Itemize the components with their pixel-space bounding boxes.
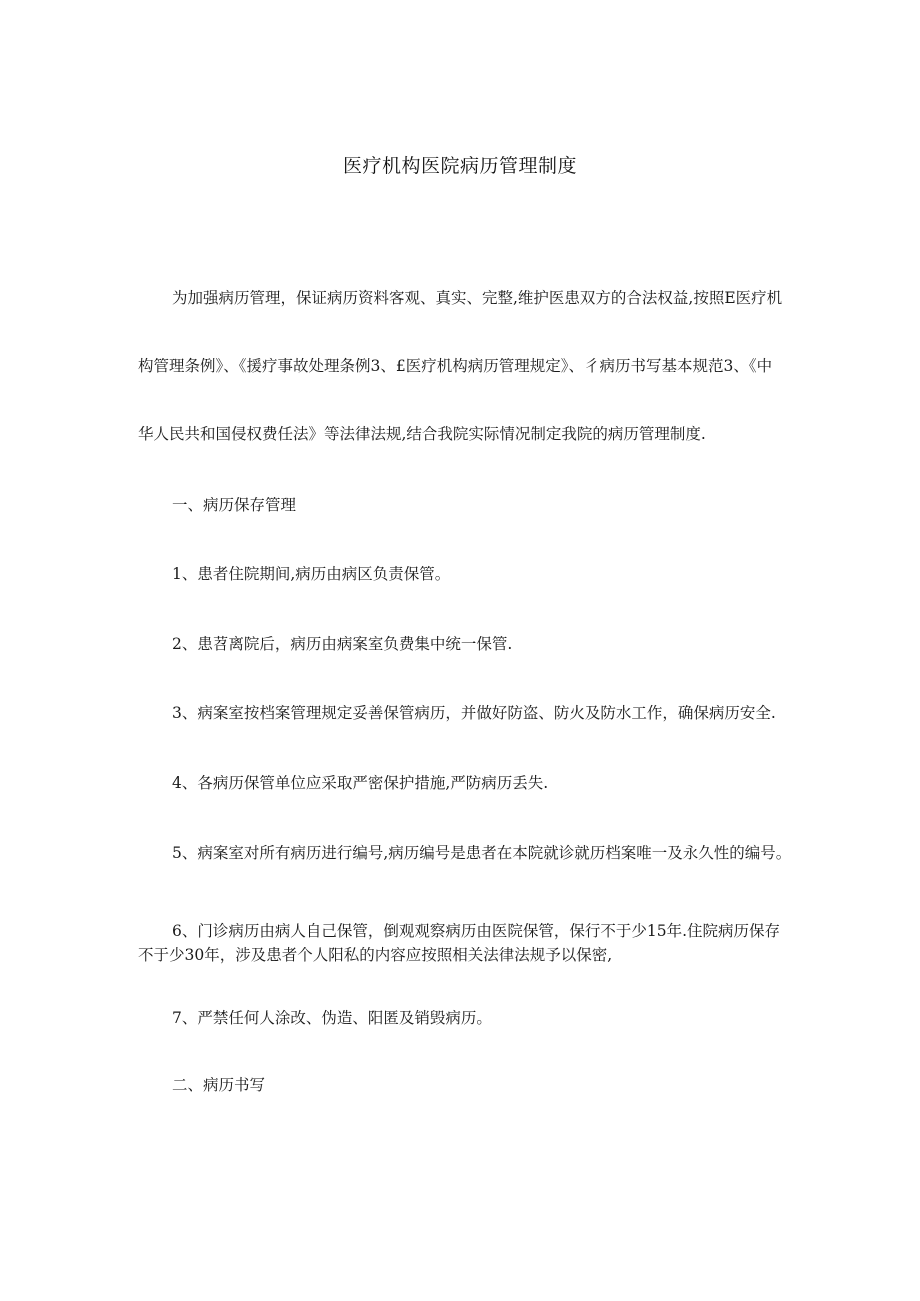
section-1-item-1: 1、患者住院期间,病历由病区负责保管。 bbox=[172, 565, 451, 583]
section-1-item-7: 7、严禁任何人涂改、伪造、阳匿及销毁病历。 bbox=[172, 1009, 492, 1027]
section-2-heading: 二、病历书写 bbox=[172, 1076, 266, 1094]
intro-line-2: 构管理条例》、《援疗事故处理条例3、£医疗机构病历管理规定》、彳病历书写基本规范3、《中 bbox=[138, 357, 773, 375]
section-1-item-2: 2、患苕离院后，病历由病案室负费集中统一保管. bbox=[172, 635, 513, 653]
intro-line-3: 华人民共和国侵权费任法》等法律法规,结合我院实际情况制定我院的病历管理制度. bbox=[138, 425, 706, 443]
section-1-item-3: 3、病案室按档案管理规定妥善保管病历，并做好防盗、防火及防水工作，确保病历安全. bbox=[172, 704, 776, 722]
section-1-item-6-line-1: 6、门诊病历由病人自己保管，倒观观察病历由医院保管，保行不于少15年.住院病历保存 bbox=[172, 922, 781, 940]
section-1-heading: 一、病历保存管理 bbox=[172, 496, 297, 514]
section-1-item-4: 4、各病历保管单位应采取严密保护措施,严防病历丢失. bbox=[172, 774, 549, 792]
section-1-item-5: 5、病案室对所有病历进行编号,病历编号是患者在本院就诊就历档案唯一及永久性的编号。 bbox=[172, 844, 792, 862]
section-1-item-6-line-2: 不于少30年，涉及患者个人阳私的内容应按照相关法律法规予以保密, bbox=[138, 946, 613, 964]
document-title: 医疗机构医院病历管理制度 bbox=[342, 155, 577, 177]
intro-line-1: 为加强病历管理，保证病历资料客观、真实、完整,维护医患双方的合法权益,按照E医疗机 bbox=[172, 289, 783, 307]
